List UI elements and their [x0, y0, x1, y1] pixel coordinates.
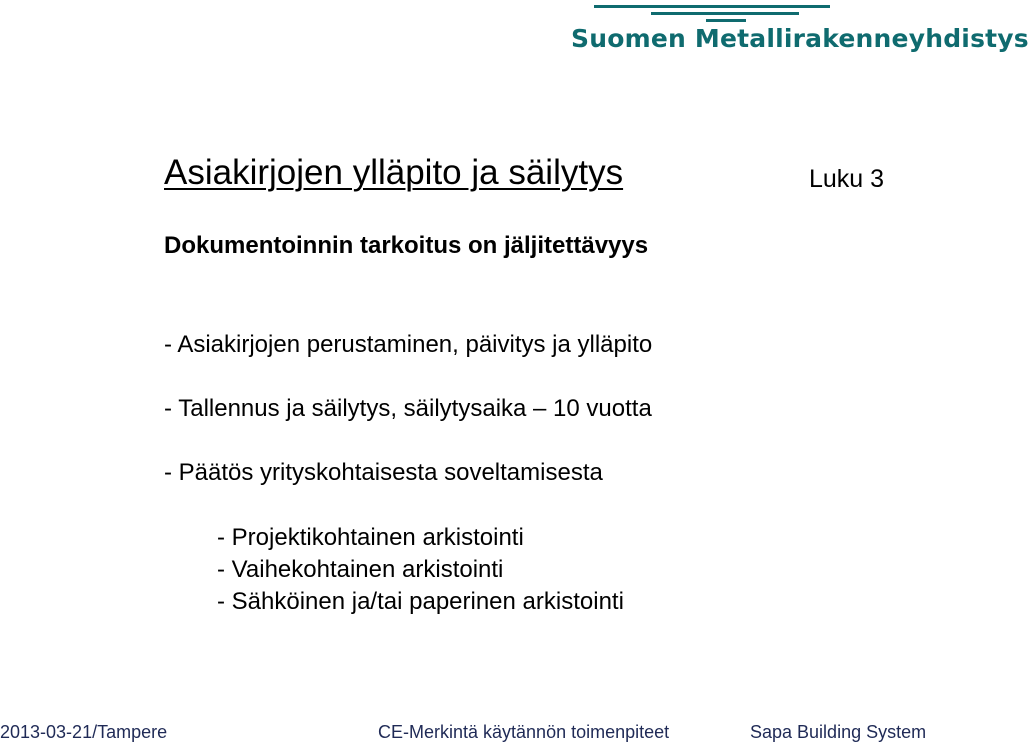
bullet-item: - Asiakirjojen perustaminen, päivitys ja ylläpito: [164, 331, 653, 358]
company-logo: [568, 0, 1029, 60]
footer-presentation-title: CE-Merkintä käytännön toimenpiteet: [378, 722, 670, 742]
sub-bullet-item: - Vaihekohtainen arkistointi: [217, 556, 504, 583]
footer-date-location: 2013-03-21/Tampere: [0, 722, 168, 742]
sub-bullet-item: - Sähköinen ja/tai paperinen arkistointi: [217, 588, 624, 615]
footer-company: Sapa Building System: [750, 722, 927, 742]
slide-subtitle: Dokumentoinnin tarkoitus on jäljitettävyys: [164, 232, 649, 259]
bullet-item: - Päätös yrityskohtaisesta soveltamisesta: [164, 459, 603, 486]
chapter-label: Luku 3: [809, 165, 885, 193]
logo-wordmark: Suomen Metallirakenneyhdistys: [571, 24, 1029, 53]
sub-bullet-list: [217, 522, 624, 618]
slide-title: Asiakirjojen ylläpito ja säilytys: [164, 153, 624, 192]
bullet-item: - Tallennus ja säilytys, säilytysaika – 10 vuotta: [164, 395, 652, 422]
sub-bullet-item: - Projektikohtainen arkistointi: [217, 524, 524, 551]
